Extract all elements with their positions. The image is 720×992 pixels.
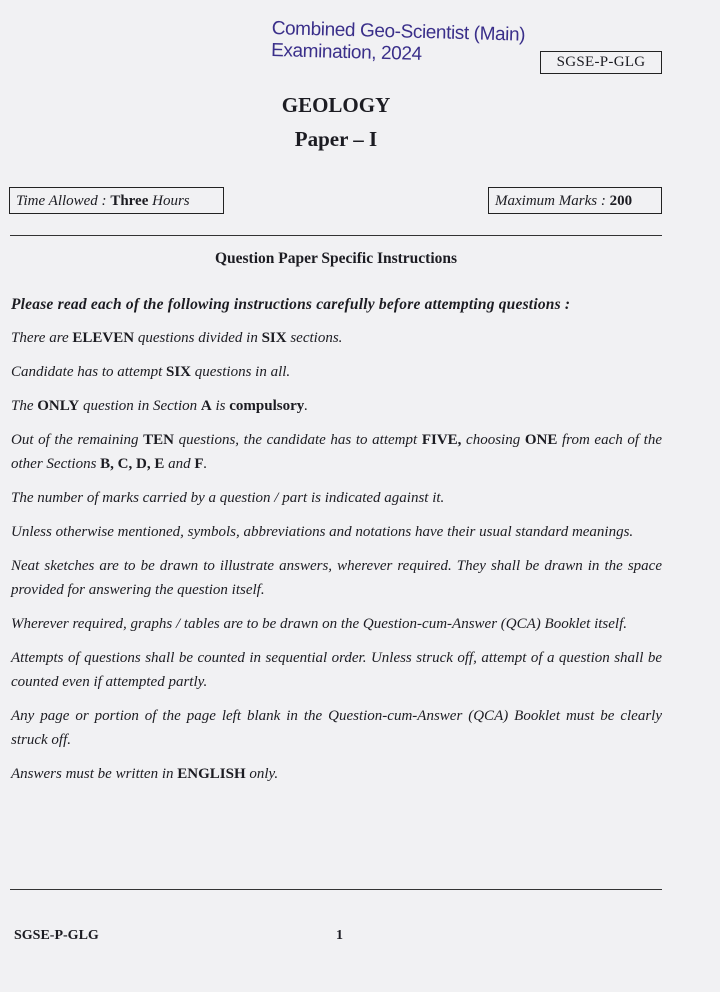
- page-number: 1: [336, 928, 343, 943]
- top-divider: [10, 235, 662, 236]
- exam-name-stamp: [271, 18, 526, 69]
- instruction-item: Unless otherwise mentioned, symbols, abbreviations and notations have their usual standard meanings.: [11, 524, 634, 540]
- time-allowed-value: Three: [110, 193, 149, 209]
- instruction-item: The number of marks carried by a question / part is indicated against it.: [11, 490, 445, 506]
- stamp-line-year: Examination, 2024: [270, 39, 422, 65]
- instructions-lead: Please read each of the following instructions carefully before attempting questions :: [11, 296, 571, 313]
- time-allowed-box: [9, 187, 224, 214]
- maximum-marks-box: [488, 187, 662, 214]
- instructions-list: [11, 292, 662, 786]
- instruction-item: There are ELEVEN questions divided in SIX sections.: [11, 330, 343, 346]
- bottom-divider: [10, 889, 662, 890]
- stamp-line-exam: Combined Geo-Scientist (Main): [271, 18, 526, 46]
- instruction-item: Wherever required, graphs / tables are to be drawn on the Question-cum-Answer (QCA) Booklet itself.: [11, 616, 628, 632]
- time-allowed-unit: Hours: [148, 193, 190, 209]
- time-allowed-label: Time Allowed :: [16, 193, 111, 209]
- instruction-item: Out of the remaining TEN questions, the candidate has to attempt FIVE, choosing ONE from each of the other Sections B, C, D, E and F.: [11, 432, 663, 472]
- maximum-marks-value: 200: [609, 193, 633, 209]
- instruction-item: Neat sketches are to be drawn to illustrate answers, wherever required. They shall be drawn in the space provided for answering the question itself.: [11, 558, 662, 598]
- instructions-heading: Question Paper Specific Instructions: [214, 250, 458, 267]
- instruction-item: The ONLY question in Section A is compulsory.: [11, 398, 308, 414]
- instruction-item: Candidate has to attempt SIX questions in all.: [11, 364, 291, 380]
- footer-paper-code: SGSE-P-GLG: [14, 928, 99, 943]
- instruction-item: Answers must be written in ENGLISH only.: [11, 766, 279, 782]
- subject-title: GEOLOGY: [281, 93, 391, 117]
- instruction-item: Any page or portion of the page left blank in the Question-cum-Answer (QCA) Booklet must be clearly struck off.: [11, 708, 662, 748]
- instruction-item: Attempts of questions shall be counted in sequential order. Unless struck off, attempt of a question shall be counted even if attempted partly.: [11, 650, 662, 690]
- paper-code-box: SGSE-P-GLG: [540, 51, 662, 74]
- paper-number: Paper – I: [294, 127, 378, 151]
- maximum-marks-label: Maximum Marks :: [495, 193, 610, 209]
